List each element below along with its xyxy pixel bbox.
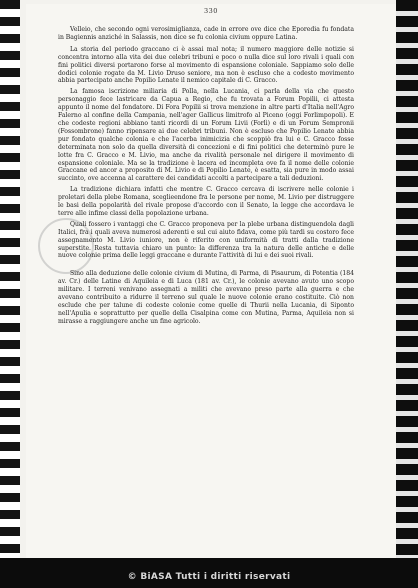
right-scan-edge — [396, 0, 418, 588]
paragraph: La storia del periodo graccano ci è assai mal nota; il numero maggiore delle notizie si concentra intorno alla vita dei due celebri tribuni e poco o nulla dice sul loro rivali i quali con fini politici diversi portarono forse al movimento di espansione coloniale. Sappiamo solo delle dodici colonie rogate da M. Livio Druso seniore, ma non è escluso che a codesto movimento abbia partecipato anche Popilio Lenate il nemico capitale di C. Gracco. — [58, 45, 354, 85]
copyright-watermark: © BiASA Tutti i diritti riservati — [127, 572, 291, 582]
paragraph: Sino alla deduzione delle colonie civium di Mutina, di Parma, di Pisaurum, di Potentia (184 av. Cr.) delle Latine di Aquileia e di Luca (181 av. Cr.), le colonie avevano avuto uno scopo militare. I terreni venivano assegnati a militi che avevano preso parte alla guerra e che avevano contribuito a ridurre il terreno sul quale le nuove colonie erano costituite. Ciò non esclude che per talune di codeste colonie come quelle di Thurii nella Lucania, di Siponto nell'Apulia e soprattutto per quelle della Cisalpina come con Mutina, Parma, Aquileia non si mirasse a raggiungere anche un fine agricolo. — [58, 270, 354, 325]
left-scan-edge — [0, 0, 20, 588]
paragraph: La famosa iscrizione miliaria di Polla, nella Lucania, ci parla della via che questo personaggio fece lastricare da Capua a Regio, che fu trovata a Forum Popilii, ci attesta appunto il nome del fondatore. Di Fora Popilii si trova menzione in altre parti d'Italia nell'Agro Falerno al confine della Campania, nell'ager Gallicus limitrofo al Piceno (oggi Forlimpopoli). E che codeste regioni abbiano tanti ricordi di un Forum Livii (Forlì) e di un Forum Sempronii (Fossombrone) fanno ripensare ai due celebri tribuni. Non è escluso che Popilio Lenate abbia pur fondato qualche colonia e che l'acerba inimicizia che scoppiò fra lui e C. Gracco fosse determinata non solo da quella diversità di concezioni e di fini politici che determinò pure le lotte fra C. Gracco e M. Livio, ma anche da rivalità personale nel dirigere il movimento di espansione coloniale. Ma se la tradizione è lacera ed incompleta ove fa il nome delle colonie Graccane ed ancor a proposito di M. Livio e di Popilio Lenate, è esatta, sia pure in modo assai succinto, ove accenna al carattere dei candidati accolti a partecipare a tali deduzioni. — [58, 88, 354, 183]
body-text — [58, 26, 354, 326]
paragraph: Velleio, che secondo ogni verosimiglianza, cade in errore ove dice che Eporedia fu fondata in Bagiennis anziché in Salassis, non dice se fu colonia civium oppure Latina. — [58, 26, 354, 41]
book-page — [26, 4, 396, 558]
page-number: 330 — [204, 7, 218, 15]
paragraph: La tradizione dichiara infatti che mentre C. Gracco cercava di iscrivere nelle colonie i proletari della plebe Romana, sceglieendone fra le persone per nome, M. Livio per distruggere le basi della popolarità del rivale propose d'accordo con il Senato, la legge che accordava le terre alle infime classi della popolazione urbana. — [58, 186, 354, 217]
bottom-scan-band — [0, 558, 418, 588]
paragraph: Quali fossero i vantaggi che C. Gracco proponeva per la plebe urbana distinguendola dagli Italici, fra i quali aveva numerosi aderenti e sul cui aiuto fidava, come più tardi su costoro fece assegnamento M. Livio iuniore, non è riferito con uniformità di tratti dalla tradizione superstite. Resta tuttavia chiaro un punto: la differenza tra la natura delle antiche e delle nuove colonie prima delle leggi graccane e durante l'attività di lui e dei suoi rivali. — [58, 220, 354, 260]
